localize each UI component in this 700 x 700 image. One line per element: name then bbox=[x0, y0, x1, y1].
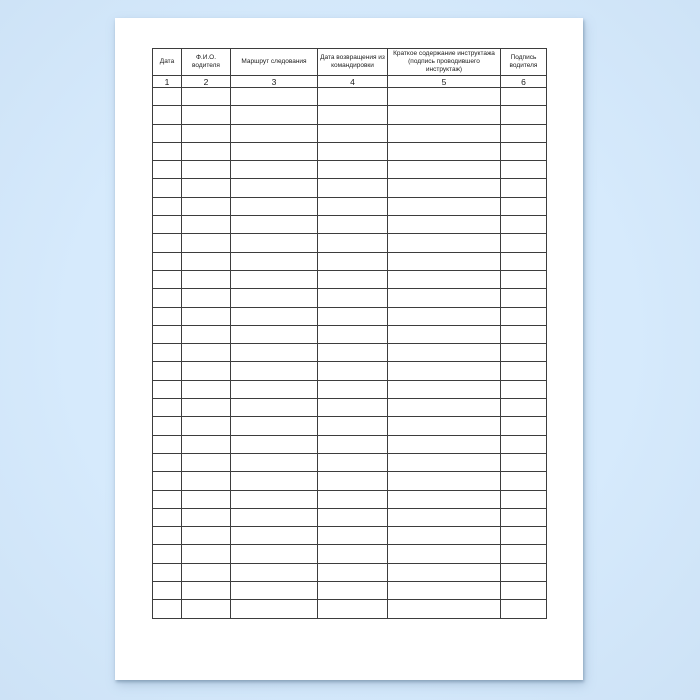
empty-cell bbox=[388, 270, 501, 288]
empty-cell bbox=[318, 508, 388, 526]
empty-cell bbox=[231, 600, 318, 618]
empty-cell bbox=[153, 161, 182, 179]
empty-cell bbox=[182, 545, 231, 563]
empty-cell bbox=[231, 508, 318, 526]
table-row bbox=[153, 289, 547, 307]
empty-cell bbox=[501, 472, 547, 490]
empty-cell bbox=[182, 582, 231, 600]
empty-cell bbox=[318, 417, 388, 435]
empty-cell bbox=[153, 582, 182, 600]
empty-cell bbox=[501, 325, 547, 343]
empty-cell bbox=[501, 380, 547, 398]
empty-cell bbox=[153, 252, 182, 270]
empty-cell bbox=[182, 600, 231, 618]
empty-cell bbox=[231, 417, 318, 435]
table-row bbox=[153, 508, 547, 526]
empty-cell bbox=[501, 161, 547, 179]
empty-cell bbox=[182, 490, 231, 508]
empty-cell bbox=[182, 325, 231, 343]
empty-cell bbox=[231, 142, 318, 160]
column-number-3: 3 bbox=[231, 76, 318, 88]
empty-cell bbox=[182, 289, 231, 307]
empty-cell bbox=[153, 344, 182, 362]
table-row bbox=[153, 252, 547, 270]
empty-cell bbox=[182, 142, 231, 160]
table-row bbox=[153, 600, 547, 618]
empty-cell bbox=[388, 600, 501, 618]
empty-cell bbox=[318, 106, 388, 124]
column-number-5: 5 bbox=[388, 76, 501, 88]
empty-cell bbox=[501, 88, 547, 106]
empty-cell bbox=[153, 88, 182, 106]
empty-cell bbox=[231, 161, 318, 179]
empty-cell bbox=[231, 344, 318, 362]
empty-cell bbox=[318, 563, 388, 581]
table-header-row bbox=[153, 49, 547, 76]
empty-cell bbox=[153, 490, 182, 508]
empty-cell bbox=[182, 362, 231, 380]
empty-cell bbox=[318, 490, 388, 508]
header-cell-date: Дата bbox=[153, 49, 182, 76]
empty-cell bbox=[153, 124, 182, 142]
empty-cell bbox=[153, 417, 182, 435]
empty-cell bbox=[318, 453, 388, 471]
empty-cell bbox=[388, 362, 501, 380]
empty-cell bbox=[153, 179, 182, 197]
table-row bbox=[153, 527, 547, 545]
empty-cell bbox=[231, 197, 318, 215]
empty-cell bbox=[318, 325, 388, 343]
table-row bbox=[153, 307, 547, 325]
empty-cell bbox=[388, 124, 501, 142]
empty-cell bbox=[501, 270, 547, 288]
header-cell-return-date: Дата возвращения из командировки bbox=[318, 49, 388, 76]
empty-cell bbox=[231, 453, 318, 471]
empty-cell bbox=[182, 527, 231, 545]
empty-cell bbox=[231, 179, 318, 197]
empty-cell bbox=[231, 289, 318, 307]
empty-cell bbox=[318, 234, 388, 252]
empty-cell bbox=[318, 582, 388, 600]
column-number-2: 2 bbox=[182, 76, 231, 88]
empty-cell bbox=[153, 472, 182, 490]
empty-cell bbox=[231, 472, 318, 490]
empty-cell bbox=[501, 289, 547, 307]
column-number-6: 6 bbox=[501, 76, 547, 88]
empty-cell bbox=[388, 582, 501, 600]
empty-cell bbox=[318, 545, 388, 563]
empty-cell bbox=[318, 307, 388, 325]
document-page bbox=[115, 18, 583, 680]
empty-cell bbox=[182, 435, 231, 453]
empty-cell bbox=[388, 161, 501, 179]
empty-cell bbox=[231, 362, 318, 380]
empty-cell bbox=[388, 508, 501, 526]
table-row bbox=[153, 234, 547, 252]
table-row bbox=[153, 490, 547, 508]
table-row bbox=[153, 472, 547, 490]
table-row bbox=[153, 142, 547, 160]
empty-cell bbox=[388, 197, 501, 215]
empty-cell bbox=[501, 600, 547, 618]
empty-cell bbox=[388, 179, 501, 197]
empty-cell bbox=[182, 124, 231, 142]
table-row bbox=[153, 417, 547, 435]
empty-cell bbox=[182, 563, 231, 581]
empty-cell bbox=[182, 344, 231, 362]
briefing-log-table bbox=[152, 48, 547, 619]
empty-cell bbox=[318, 124, 388, 142]
empty-cell bbox=[318, 527, 388, 545]
empty-cell bbox=[501, 124, 547, 142]
empty-cell bbox=[318, 472, 388, 490]
empty-cell bbox=[388, 88, 501, 106]
empty-cell bbox=[182, 234, 231, 252]
empty-cell bbox=[501, 417, 547, 435]
empty-cell bbox=[318, 142, 388, 160]
empty-cell bbox=[388, 216, 501, 234]
empty-cell bbox=[501, 435, 547, 453]
empty-cell bbox=[153, 435, 182, 453]
empty-cell bbox=[388, 380, 501, 398]
empty-cell bbox=[182, 417, 231, 435]
empty-cell bbox=[153, 563, 182, 581]
empty-cell bbox=[501, 179, 547, 197]
empty-cell bbox=[318, 179, 388, 197]
empty-cell bbox=[182, 106, 231, 124]
empty-cell bbox=[231, 380, 318, 398]
empty-cell bbox=[318, 380, 388, 398]
table-row bbox=[153, 197, 547, 215]
empty-cell bbox=[501, 234, 547, 252]
empty-cell bbox=[153, 380, 182, 398]
empty-cell bbox=[318, 252, 388, 270]
table-row bbox=[153, 344, 547, 362]
empty-cell bbox=[501, 142, 547, 160]
table-row bbox=[153, 362, 547, 380]
empty-cell bbox=[501, 362, 547, 380]
empty-cell bbox=[501, 508, 547, 526]
empty-cell bbox=[501, 216, 547, 234]
empty-cell bbox=[153, 106, 182, 124]
table-body bbox=[153, 88, 547, 619]
empty-cell bbox=[153, 362, 182, 380]
empty-cell bbox=[153, 197, 182, 215]
empty-cell bbox=[318, 270, 388, 288]
empty-cell bbox=[501, 490, 547, 508]
table-row bbox=[153, 216, 547, 234]
empty-cell bbox=[388, 289, 501, 307]
empty-cell bbox=[501, 197, 547, 215]
empty-cell bbox=[231, 399, 318, 417]
column-number-1: 1 bbox=[153, 76, 182, 88]
empty-cell bbox=[388, 399, 501, 417]
empty-cell bbox=[501, 344, 547, 362]
empty-cell bbox=[153, 216, 182, 234]
empty-cell bbox=[501, 527, 547, 545]
empty-cell bbox=[153, 270, 182, 288]
table-row bbox=[153, 179, 547, 197]
empty-cell bbox=[231, 527, 318, 545]
table-row bbox=[153, 88, 547, 106]
empty-cell bbox=[153, 527, 182, 545]
column-numbers-row bbox=[153, 76, 547, 88]
table-row bbox=[153, 545, 547, 563]
empty-cell bbox=[153, 600, 182, 618]
empty-cell bbox=[231, 582, 318, 600]
empty-cell bbox=[388, 344, 501, 362]
empty-cell bbox=[231, 563, 318, 581]
empty-cell bbox=[501, 453, 547, 471]
empty-cell bbox=[388, 142, 501, 160]
empty-cell bbox=[182, 216, 231, 234]
empty-cell bbox=[231, 270, 318, 288]
empty-cell bbox=[182, 252, 231, 270]
table-row bbox=[153, 453, 547, 471]
empty-cell bbox=[231, 234, 318, 252]
empty-cell bbox=[318, 399, 388, 417]
empty-cell bbox=[388, 252, 501, 270]
empty-cell bbox=[388, 417, 501, 435]
empty-cell bbox=[153, 289, 182, 307]
empty-cell bbox=[182, 197, 231, 215]
empty-cell bbox=[182, 179, 231, 197]
empty-cell bbox=[182, 88, 231, 106]
empty-cell bbox=[231, 307, 318, 325]
header-cell-route: Маршрут следования bbox=[231, 49, 318, 76]
empty-cell bbox=[231, 325, 318, 343]
table-row bbox=[153, 106, 547, 124]
empty-cell bbox=[318, 362, 388, 380]
empty-cell bbox=[231, 88, 318, 106]
table-row bbox=[153, 563, 547, 581]
empty-cell bbox=[231, 490, 318, 508]
table-row bbox=[153, 582, 547, 600]
header-cell-briefing-content: Краткое содержание инструктажа (подпись проводившего инструктаж) bbox=[388, 49, 501, 76]
empty-cell bbox=[231, 545, 318, 563]
empty-cell bbox=[501, 582, 547, 600]
empty-cell bbox=[231, 435, 318, 453]
empty-cell bbox=[231, 252, 318, 270]
empty-cell bbox=[182, 399, 231, 417]
table-row bbox=[153, 399, 547, 417]
table-row bbox=[153, 325, 547, 343]
empty-cell bbox=[182, 380, 231, 398]
empty-cell bbox=[501, 399, 547, 417]
table-row bbox=[153, 380, 547, 398]
empty-cell bbox=[388, 234, 501, 252]
table-row bbox=[153, 161, 547, 179]
empty-cell bbox=[153, 508, 182, 526]
empty-cell bbox=[231, 106, 318, 124]
empty-cell bbox=[153, 142, 182, 160]
empty-cell bbox=[231, 124, 318, 142]
table-row bbox=[153, 435, 547, 453]
table-row bbox=[153, 270, 547, 288]
empty-cell bbox=[318, 600, 388, 618]
empty-cell bbox=[388, 453, 501, 471]
empty-cell bbox=[318, 435, 388, 453]
empty-cell bbox=[388, 563, 501, 581]
empty-cell bbox=[388, 472, 501, 490]
empty-cell bbox=[153, 545, 182, 563]
empty-cell bbox=[153, 307, 182, 325]
empty-cell bbox=[501, 106, 547, 124]
column-number-4: 4 bbox=[318, 76, 388, 88]
table-row bbox=[153, 124, 547, 142]
empty-cell bbox=[318, 197, 388, 215]
empty-cell bbox=[501, 307, 547, 325]
table-head bbox=[153, 49, 547, 88]
empty-cell bbox=[182, 270, 231, 288]
empty-cell bbox=[153, 325, 182, 343]
empty-cell bbox=[182, 472, 231, 490]
empty-cell bbox=[388, 325, 501, 343]
header-cell-driver-signature: Подпись водителя bbox=[501, 49, 547, 76]
empty-cell bbox=[182, 307, 231, 325]
empty-cell bbox=[182, 161, 231, 179]
empty-cell bbox=[182, 508, 231, 526]
empty-cell bbox=[153, 234, 182, 252]
empty-cell bbox=[501, 545, 547, 563]
empty-cell bbox=[501, 252, 547, 270]
empty-cell bbox=[318, 216, 388, 234]
empty-cell bbox=[153, 399, 182, 417]
empty-cell bbox=[388, 435, 501, 453]
empty-cell bbox=[318, 161, 388, 179]
empty-cell bbox=[153, 453, 182, 471]
empty-cell bbox=[388, 307, 501, 325]
header-cell-driver-name: Ф.И.О. водителя bbox=[182, 49, 231, 76]
empty-cell bbox=[318, 289, 388, 307]
empty-cell bbox=[388, 106, 501, 124]
empty-cell bbox=[388, 527, 501, 545]
empty-cell bbox=[318, 88, 388, 106]
empty-cell bbox=[501, 563, 547, 581]
empty-cell bbox=[231, 216, 318, 234]
empty-cell bbox=[388, 545, 501, 563]
empty-cell bbox=[182, 453, 231, 471]
empty-cell bbox=[318, 344, 388, 362]
empty-cell bbox=[388, 490, 501, 508]
